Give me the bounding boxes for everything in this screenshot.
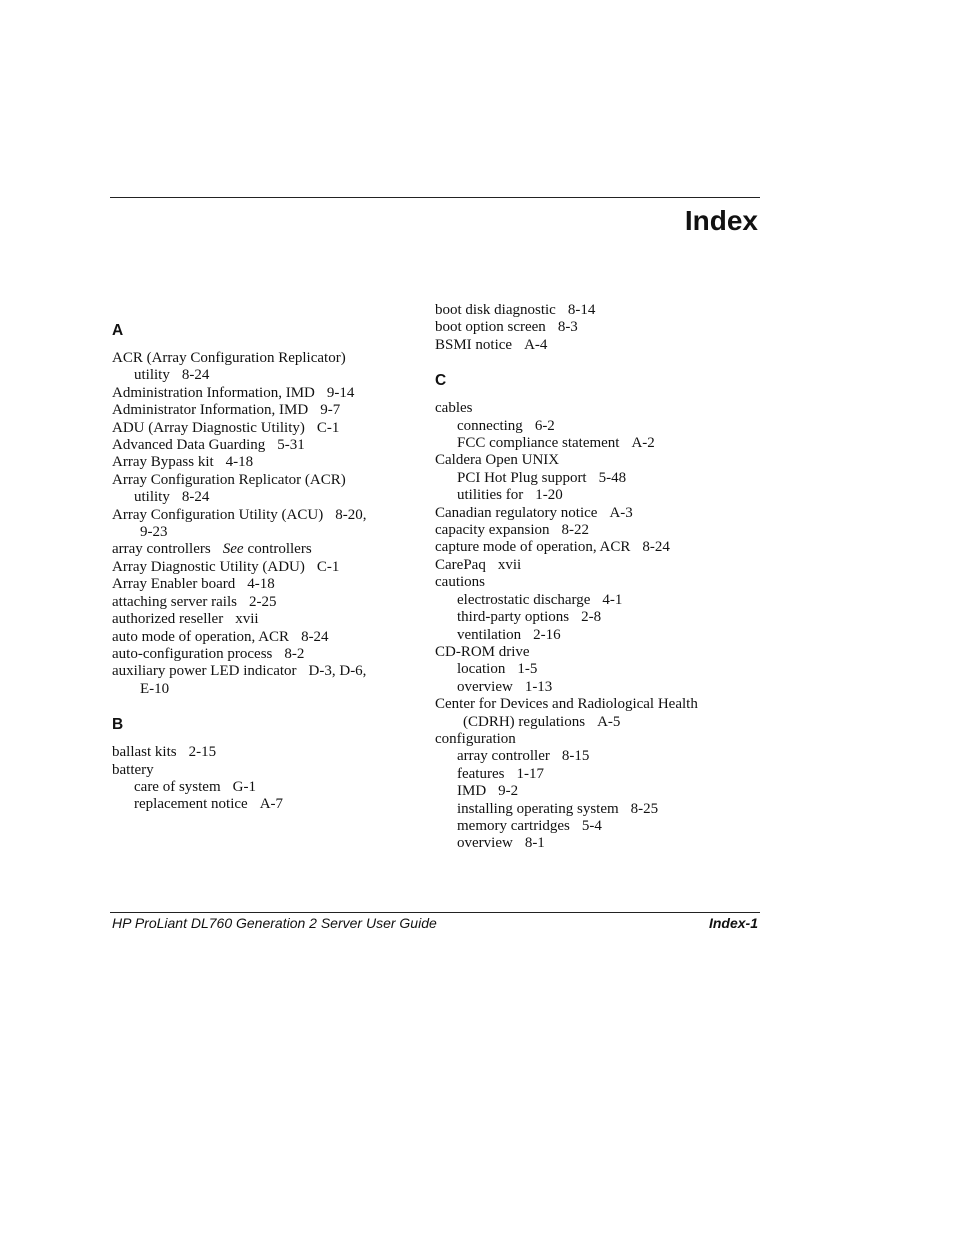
page-ref: 1-13 <box>524 678 553 695</box>
page-ref: 8-1 <box>524 835 545 852</box>
index-subentry: utility 8-24 <box>134 489 210 506</box>
index-subentry: third-party options 2-8 <box>457 609 602 626</box>
index-column-right <box>435 302 725 871</box>
index-subentry: ventilation 2-16 <box>457 626 561 643</box>
page-ref: 6-2 <box>534 417 555 434</box>
index-section-c <box>435 372 725 853</box>
page-ref: 4-18 <box>225 454 254 471</box>
page-ref: 2-8 <box>581 609 602 626</box>
index-subentry: overview 1-13 <box>457 678 553 695</box>
index-subentry: electrostatic discharge 4-1 <box>457 591 623 608</box>
footer-page-number: Index-1 <box>708 915 758 931</box>
index-subentry: overview 8-1 <box>457 835 545 852</box>
page-ref: 1-5 <box>517 661 538 678</box>
index-entry: BSMI notice A-4 <box>435 336 548 353</box>
page-ref: 4-1 <box>602 591 623 608</box>
index-subentry: replacement notice A-7 <box>134 796 284 813</box>
index-entry-continuation: E-10 <box>140 680 170 697</box>
index-subentry: features 1-17 <box>457 765 544 782</box>
index-entry: configuration <box>435 730 516 747</box>
index-subentry: IMD 9-2 <box>457 783 519 800</box>
page-ref: C-1 <box>316 558 340 575</box>
section-letter: B <box>112 716 124 734</box>
footer-book-title: HP ProLiant DL760 Generation 2 Server User Guide <box>112 915 437 931</box>
index-column-left <box>112 322 402 832</box>
page-ref: D-3, D-6, <box>308 663 367 680</box>
page-ref: 8-20, <box>335 506 367 523</box>
page-ref: 9-2 <box>498 783 519 800</box>
page-ref: 8-2 <box>284 645 305 662</box>
index-entry: cables <box>435 400 473 417</box>
index-entry: Advanced Data Guarding 5-31 <box>112 437 305 454</box>
page-ref: 8-25 <box>630 800 659 817</box>
page-ref: 8-24 <box>181 367 210 384</box>
page-ref: 1-20 <box>535 487 563 504</box>
page-ref: A-7 <box>259 796 284 813</box>
index-entry: Array Diagnostic Utility (ADU) C-1 <box>112 558 340 575</box>
index-entry: Canadian regulatory notice A-3 <box>435 504 633 521</box>
index-entry: Administration Information, IMD 9-14 <box>112 384 355 401</box>
page-ref: 2-25 <box>248 593 277 610</box>
see-target: controllers <box>247 541 312 558</box>
index-entry: Center for Devices and Radiological Health <box>435 696 698 713</box>
index-entry: auto mode of operation, ACR 8-24 <box>112 628 329 645</box>
index-entry: ADU (Array Diagnostic Utility) C-1 <box>112 419 340 436</box>
index-entry: boot disk diagnostic 8-14 <box>435 302 596 318</box>
see-reference: See <box>222 541 244 558</box>
index-subentry: connecting 6-2 <box>457 417 555 434</box>
index-entry: battery <box>112 761 154 778</box>
index-subentry: FCC compliance statement A-2 <box>457 435 655 452</box>
index-entry: CD-ROM drive <box>435 643 530 660</box>
page-ref: 8-24 <box>301 628 329 645</box>
index-section-a <box>112 322 402 698</box>
page-ref: A-4 <box>524 336 548 353</box>
page-ref: 8-14 <box>567 302 596 318</box>
index-subentry: location 1-5 <box>457 661 538 678</box>
index-entry: Array Bypass kit 4-18 <box>112 454 254 471</box>
page-ref: 5-4 <box>581 817 602 834</box>
page-ref: xvii <box>497 556 522 573</box>
index-entry: Caldera Open UNIX <box>435 452 560 469</box>
page-ref: 9-14 <box>326 384 355 401</box>
index-entry: capacity expansion 8-22 <box>435 522 590 539</box>
page-ref: 8-15 <box>561 748 590 765</box>
page-ref: 2-16 <box>533 626 561 643</box>
index-entry: array controllers See controllers <box>112 541 312 558</box>
index-entry: boot option screen 8-3 <box>435 319 578 336</box>
index-entry-continuation: 9-23 <box>140 524 168 541</box>
index-subentry: array controller 8-15 <box>457 748 590 765</box>
page-ref: 8-24 <box>642 539 670 556</box>
index-entry: auto-configuration process 8-2 <box>112 645 305 662</box>
index-subentry: care of system G-1 <box>134 778 256 795</box>
index-entry: authorized reseller xvii <box>112 611 259 628</box>
page-ref: 5-48 <box>598 469 627 486</box>
index-subentry: PCI Hot Plug support 5-48 <box>457 469 627 486</box>
section-letter: C <box>435 372 447 390</box>
index-entry: Array Configuration Utility (ACU) 8-20, <box>112 506 367 523</box>
page-ref: 2-15 <box>188 744 217 761</box>
page-title: Index <box>684 205 758 236</box>
page-ref: 8-24 <box>181 489 210 506</box>
index-subentry: utilities for 1-20 <box>457 487 563 504</box>
page-ref: A-2 <box>631 435 655 452</box>
page-ref: 5-31 <box>277 437 305 454</box>
index-entry: cautions <box>435 574 485 591</box>
page-ref: A-5 <box>597 713 621 730</box>
page-ref: 9-7 <box>320 402 341 419</box>
footer-rule <box>110 912 760 913</box>
index-entry: auxiliary power LED indicator D-3, D-6, <box>112 663 367 680</box>
page-ref: 4-18 <box>247 576 275 593</box>
index-subentry: installing operating system 8-25 <box>457 800 659 817</box>
index-entry: CarePaq xvii <box>435 556 522 573</box>
index-entry: attaching server rails 2-25 <box>112 593 277 610</box>
index-entry-continuation: (CDRH) regulations A-5 <box>463 713 621 730</box>
index-subentry: memory cartridges 5-4 <box>457 817 602 834</box>
page-ref: G-1 <box>232 778 256 795</box>
page-ref: 8-22 <box>561 522 590 539</box>
section-letter: A <box>112 322 124 339</box>
index-section-b-continued <box>435 302 725 354</box>
page-ref: A-3 <box>609 504 633 521</box>
index-section-b <box>112 716 402 814</box>
page-ref: 8-3 <box>557 319 578 336</box>
page-ref: xvii <box>235 611 259 628</box>
page-ref: C-1 <box>316 419 340 436</box>
index-entry: capture mode of operation, ACR 8-24 <box>435 539 670 556</box>
index-entry: ballast kits 2-15 <box>112 744 217 761</box>
page-ref: 1-17 <box>516 765 544 782</box>
index-entry: Array Enabler board 4-18 <box>112 576 275 593</box>
index-entry: Array Configuration Replicator (ACR) <box>112 471 346 488</box>
index-entry: ACR (Array Configuration Replicator) <box>112 350 346 366</box>
index-entry: Administrator Information, IMD 9-7 <box>112 402 341 419</box>
header-rule <box>110 197 760 198</box>
index-subentry: utility 8-24 <box>134 367 210 384</box>
